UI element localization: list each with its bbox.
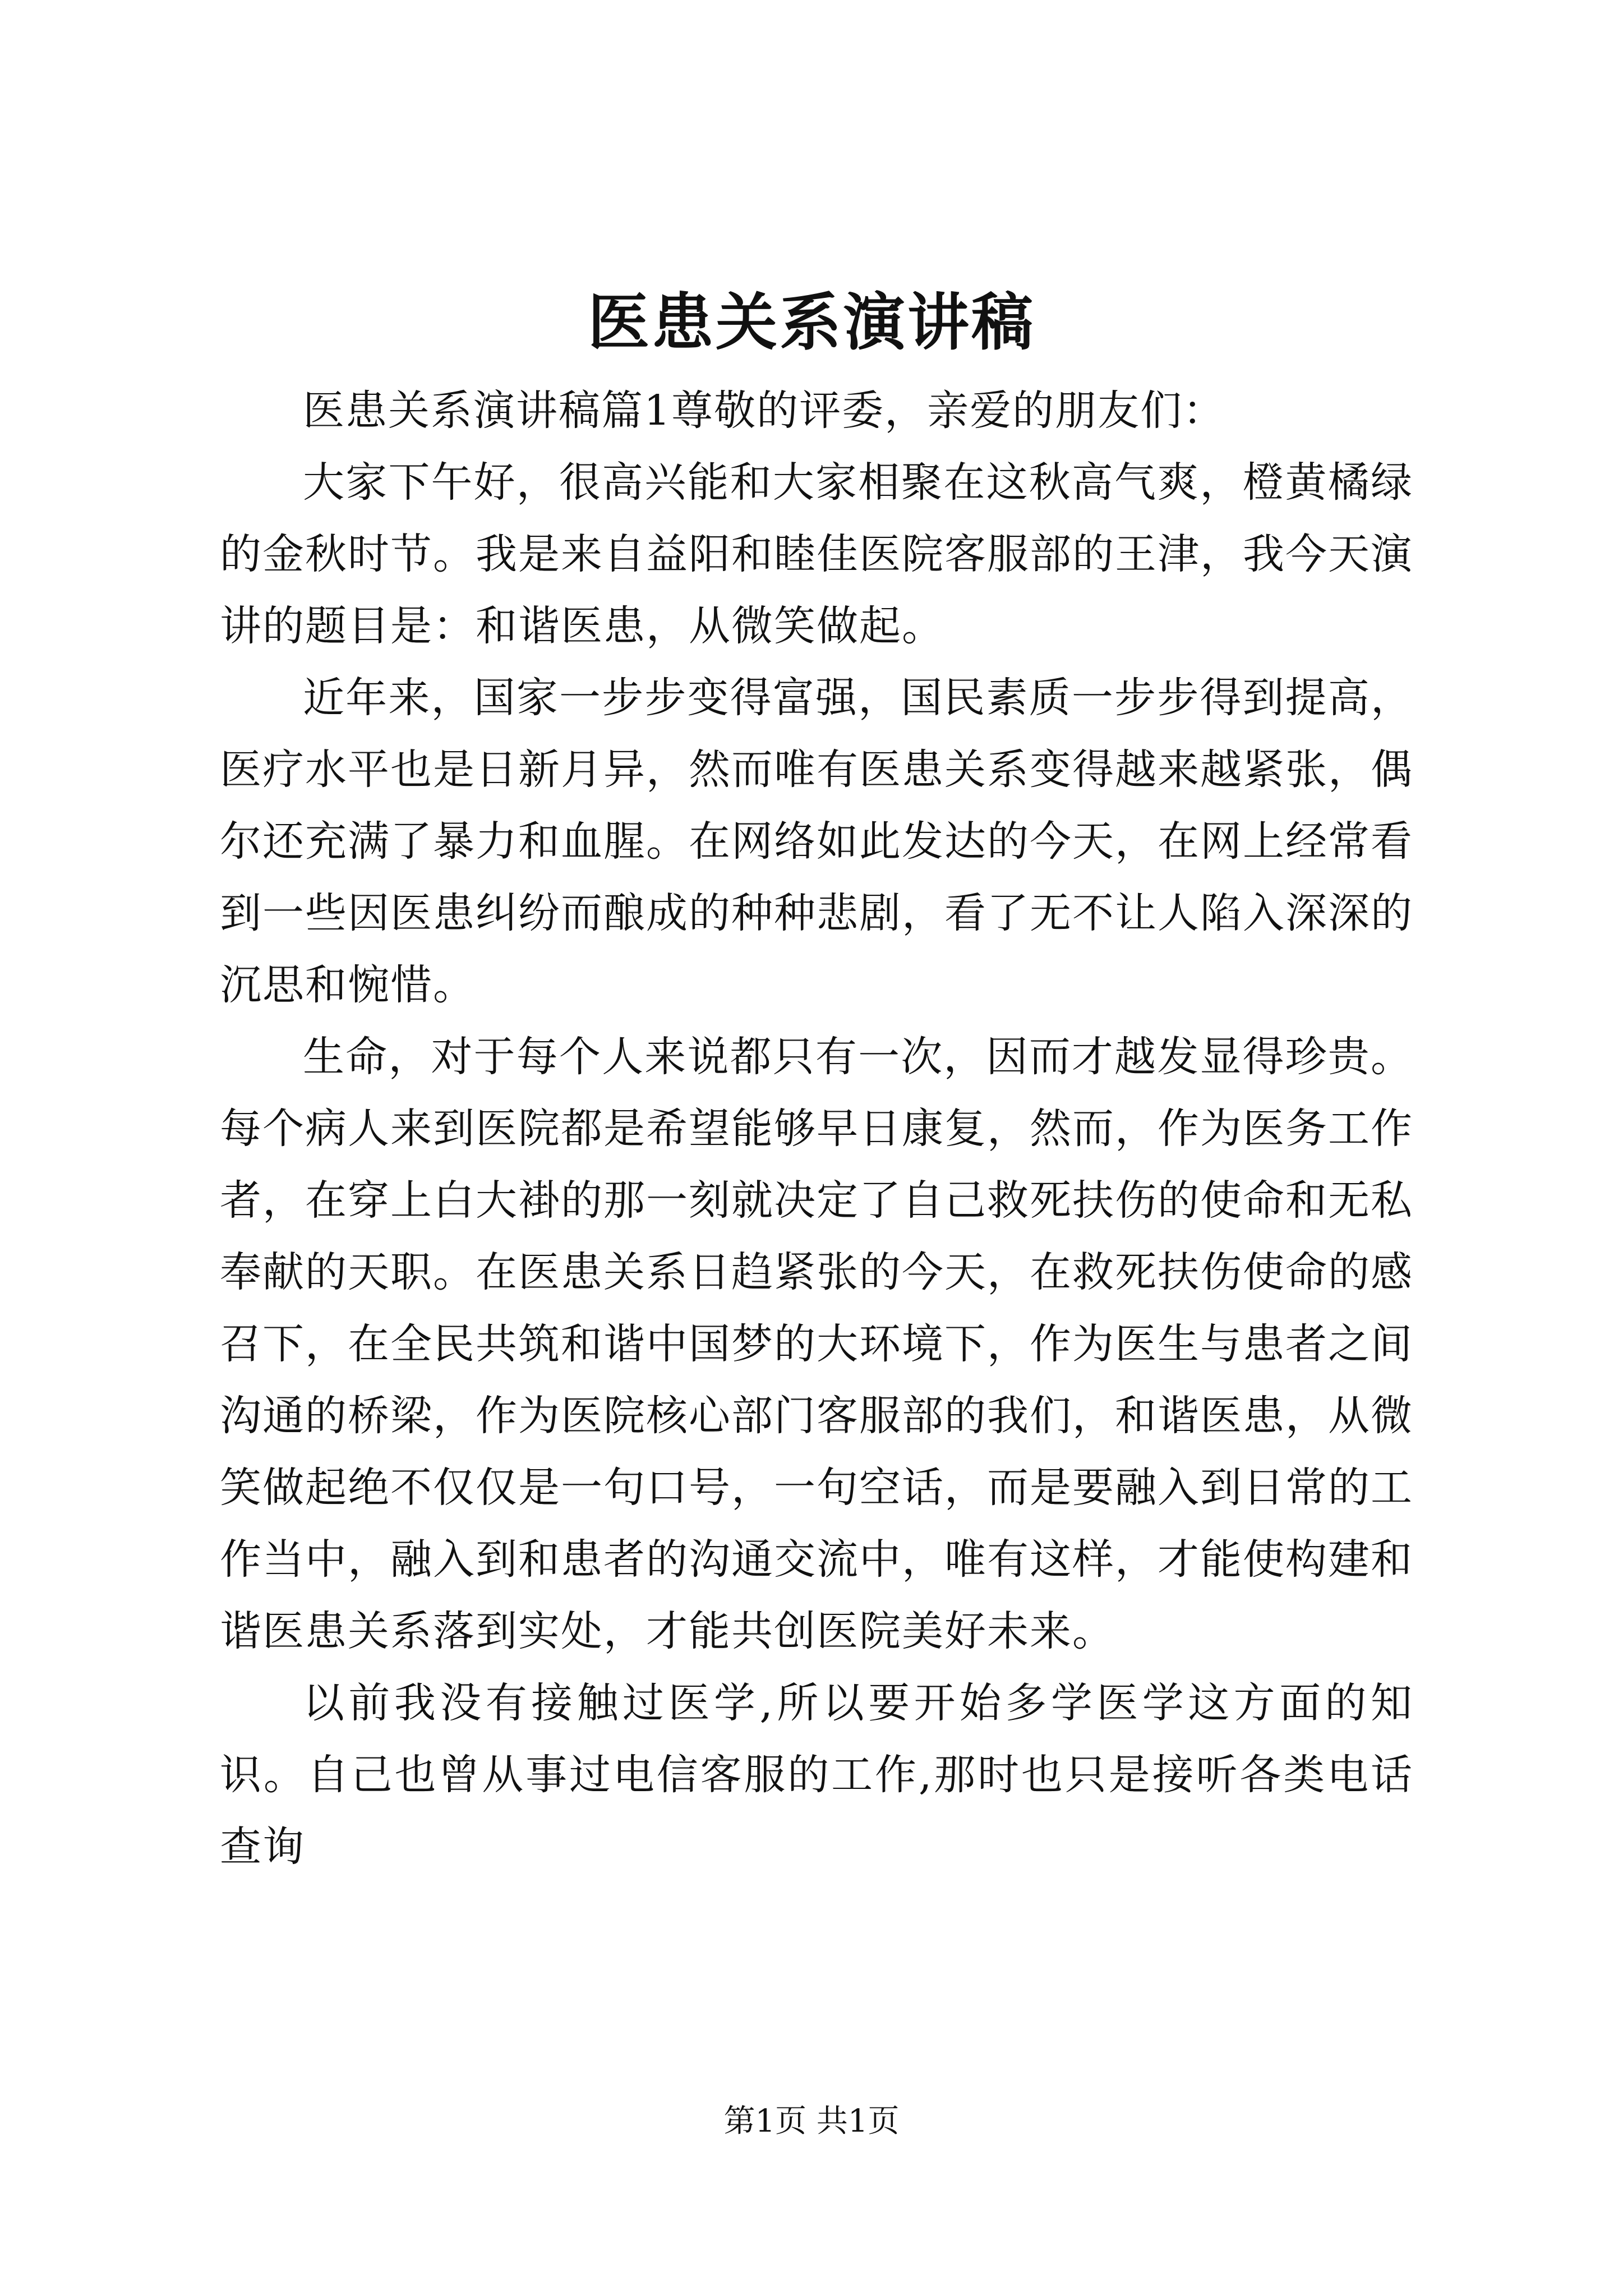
paragraph-background: 近年来，国家一步步变得富强，国民素质一步步得到提高，医疗水平也是日新月异，然而唯有医患关系变得越来越紧张，偶尔还充满了暴力和血腥。在网络如此发达的今天，在网上经常看到一些因医患纠纷而酿成的种种悲剧，看了无不让人陷入深深的沉思和惋惜。	[220, 674, 1413, 1009]
paragraph-mission: 生命，对于每个人来说都只有一次，因而才越发显得珍贵。每个病人来到医院都是希望能够早日康复，然而，作为医务工作者，在穿上白大褂的那一刻就决定了自己救死扶伤的使命和无私奉献的天职。在医患关系日趋紧张的今天，在救死扶伤使命的感召下，在全民共筑和谐中国梦的大环境下，作为医生与患者之间沟通的桥梁，作为医院核心部门客服部的我们，和谐医患，从微笑做起绝不仅仅是一句口号，一句空话，而是要融入到日常的工作当中，融入到和患者的沟通交流中，唯有这样，才能使构建和谐医患关系落到实处，才能共创医院美好未来。	[220, 1033, 1413, 1655]
page-number-footer: 第1页 共1页	[723, 2103, 900, 2139]
document-title: 医患关系演讲稿	[588, 286, 1035, 358]
paragraph-greeting: 医患关系演讲稿篇1尊敬的评委，亲爱的朋友们：	[303, 386, 1226, 435]
document-body	[220, 375, 1413, 1883]
paragraph-introduction: 大家下午好，很高兴能和大家相聚在这秋高气爽，橙黄橘绿的金秋时节。我是来自益阳和睦佳医院客服部的王津，我今天演讲的题目是：和谐医患，从微笑做起。	[220, 458, 1413, 650]
paragraph-experience: 以前我没有接触过医学,所以要开始多学医学这方面的知识。自己也曾从事过电信客服的工作,那时也只是接听各类电话查询	[220, 1679, 1413, 1871]
